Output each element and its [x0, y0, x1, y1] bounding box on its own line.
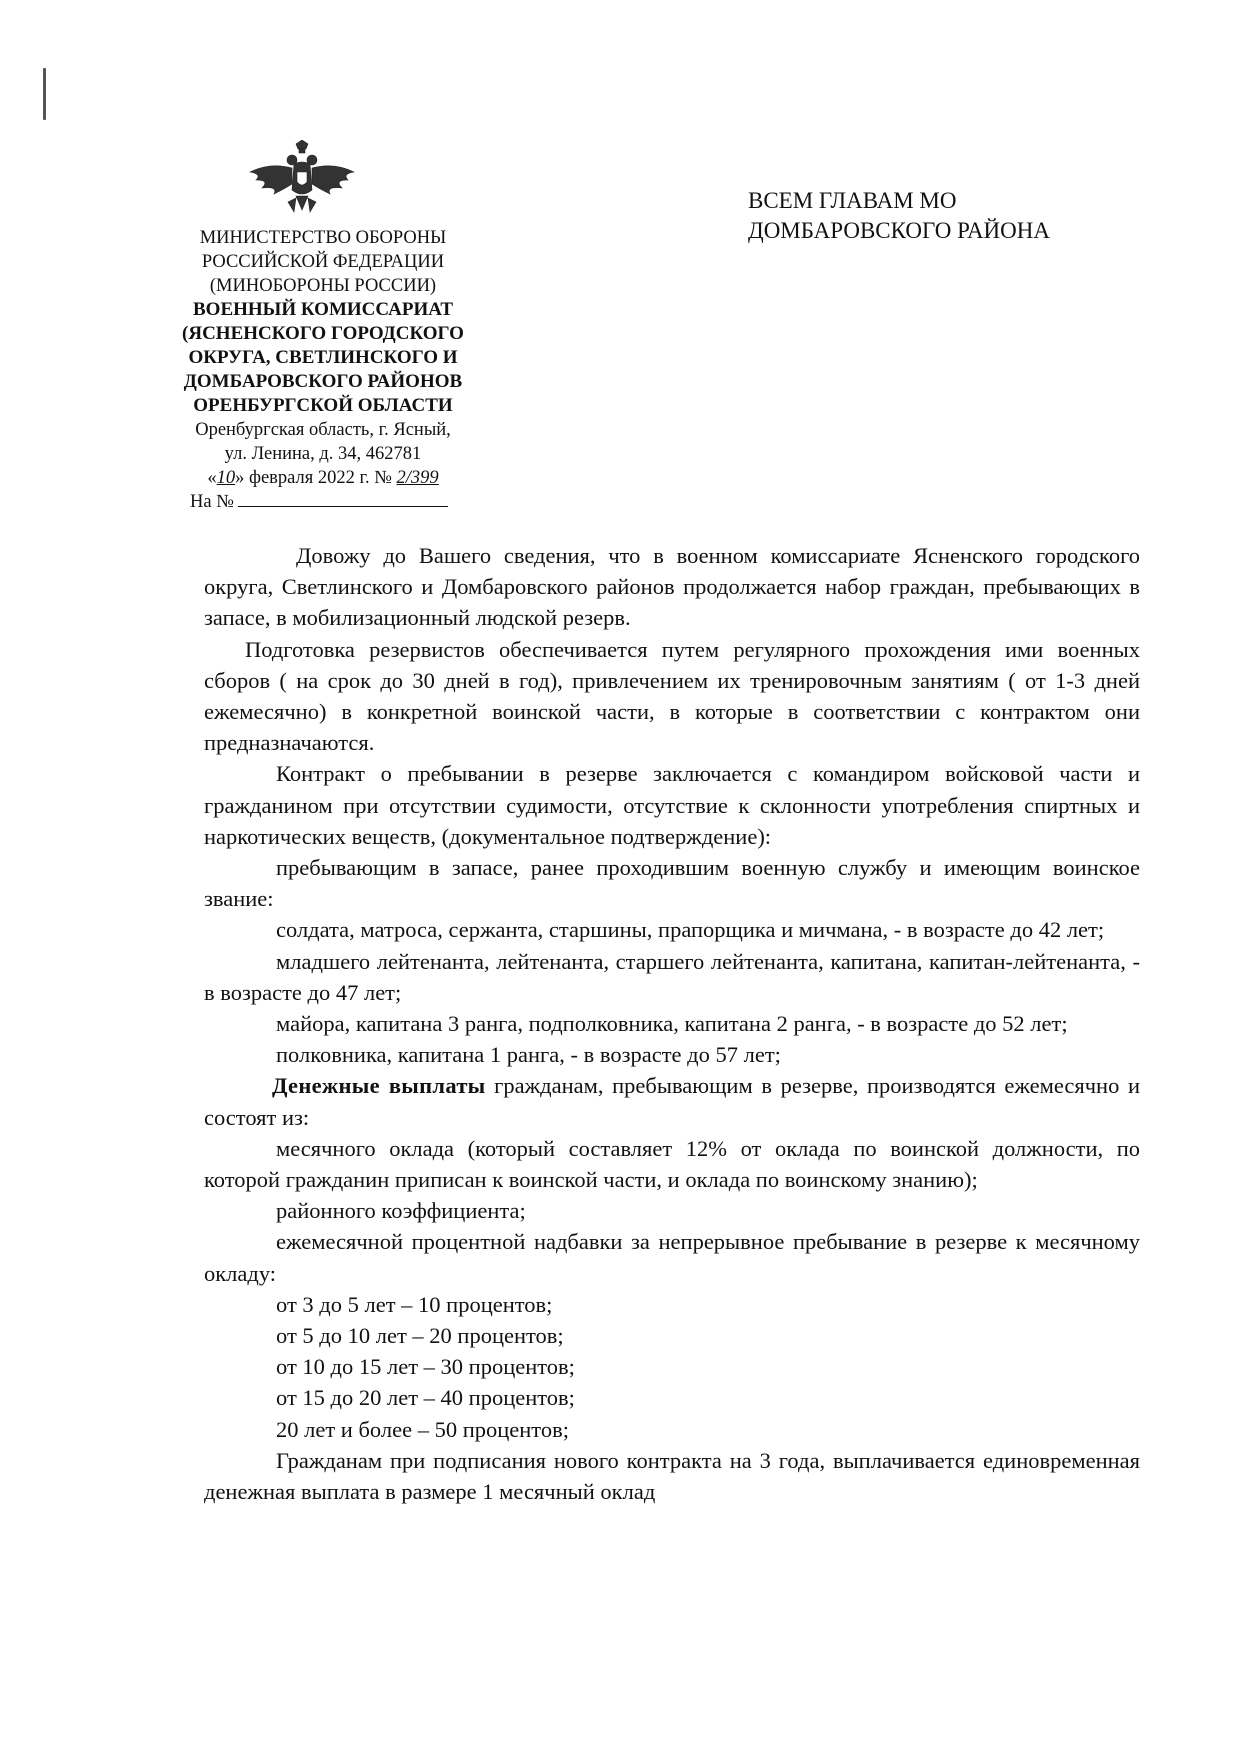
reply-number-blank — [238, 490, 448, 507]
list-item: от 5 до 10 лет – 20 процентов; — [276, 1323, 564, 1349]
paragraph-1: Довожу до Вашего сведения, что в военном комиссариате Ясненского городского округа, Светлинского и Домбаровского районов продолжается набор граждан, пребывающих в запасе, в мобилизационный людской резерв. — [204, 543, 1140, 631]
paragraph-9: Денежные выплаты гражданам, пребывающим в резерве, производятся ежемесячно и состоят из: — [204, 1073, 1140, 1130]
outgoing-number: 2/399 — [396, 468, 439, 488]
payments-heading: Денежные выплаты — [272, 1073, 486, 1099]
list-item: от 15 до 20 лет – 40 процентов; — [276, 1385, 575, 1411]
paragraph-6: младшего лейтенанта, лейтенанта, старшего лейтенанта, капитана, капитан-лейтенанта, - в возрасте до 47 лет; — [204, 948, 1140, 1005]
list-item: от 10 до 15 лет – 30 процентов; — [276, 1354, 575, 1380]
paragraph-10: месячного оклада (который составляет 12% от оклада по воинской должности, по которой гражданин приписан к воинской части, и оклада по воинскому знанию); — [204, 1135, 1140, 1193]
paragraph-18: Гражданам при подписания нового контракта на 3 года, выплачивается единовременная денежная выплата в размере 1 месячный оклад — [204, 1447, 1140, 1505]
addressee-line-1: ВСЕМ ГЛАВАМ МО — [748, 188, 957, 213]
address-line-2: ул. Ленина, д. 34, 462781 — [224, 444, 422, 464]
double-headed-eagle-emblem-icon — [248, 140, 356, 222]
list-item: 20 лет и более – 50 процентов; — [276, 1416, 569, 1442]
paragraph-7: майора, капитана 3 ранга, подполковника, капитана 2 ранга, - в возрасте до 52 лет; — [276, 1011, 1068, 1037]
addressee-block — [748, 186, 1148, 246]
paragraph-3: Контракт о пребывании в резерве заключается с командиром войсковой части и гражданином при отсутствии судимости, отсутствие к склонности употребления спиртных и наркотических веществ, (документальное подтверждение): — [204, 761, 1140, 849]
paragraph-4: пребывающим в запасе, ранее проходившим военную службу и имеющим воинское звание: — [204, 855, 1140, 912]
sender-header — [160, 226, 486, 514]
org-line-4: ДОМБАРОВСКОГО РАЙОНОВ — [183, 371, 463, 392]
addressee-line-2: ДОМБАРОВСКОГО РАЙОНА — [748, 218, 1050, 243]
list-item: от 3 до 5 лет – 10 процентов; — [276, 1291, 553, 1317]
ministry-line-1: МИНИСТЕРСТВО ОБОРОНЫ — [199, 228, 447, 248]
org-line-3: ОКРУГА, СВЕТЛИНСКОГО И — [188, 347, 458, 368]
org-line-2: (ЯСНЕНСКОГО ГОРОДСКОГО — [182, 323, 464, 344]
paragraph-8: полковника, капитана 1 ранга, - в возрасте до 57 лет; — [276, 1042, 781, 1068]
paragraph-5: солдата, матроса, сержанта, старшины, прапорщика и мичмана, - в возрасте до 42 лет; — [276, 917, 1105, 943]
org-line-5: ОРЕНБУРГСКОЙ ОБЛАСТИ — [193, 395, 453, 416]
paragraph-11: районного коэффициента; — [276, 1198, 526, 1224]
ministry-line-2: РОССИЙСКОЙ ФЕДЕРАЦИИ — [201, 252, 445, 272]
letter-body — [204, 540, 1140, 1507]
paragraph-12: ежемесячной процентной надбавки за непрерывное пребывание в резерве к месячному окладу: — [204, 1229, 1140, 1286]
address-line-1: Оренбургская область, г. Ясный, — [195, 420, 451, 440]
date-day: 10 — [216, 468, 236, 488]
reply-to-number: На № — [160, 490, 486, 514]
date-and-number: «10» февраля 2022 г. № 2/399 — [207, 468, 439, 488]
org-line-1: ВОЕННЫЙ КОМИССАРИАТ — [193, 299, 453, 320]
paragraph-2: Подготовка резервистов обеспечивается путем регулярного прохождения ими военных сборов ( на срок до 30 дней в год), привлечением их тренировочным занятиям ( от 1-3 дней ежемесячно) в конкретной воинской части, в которые в соответствии с контрактом они предназначаются. — [204, 636, 1140, 756]
ministry-line-3: (МИНОБОРОНЫ РОССИИ) — [209, 276, 437, 296]
scan-margin-mark — [43, 68, 46, 120]
